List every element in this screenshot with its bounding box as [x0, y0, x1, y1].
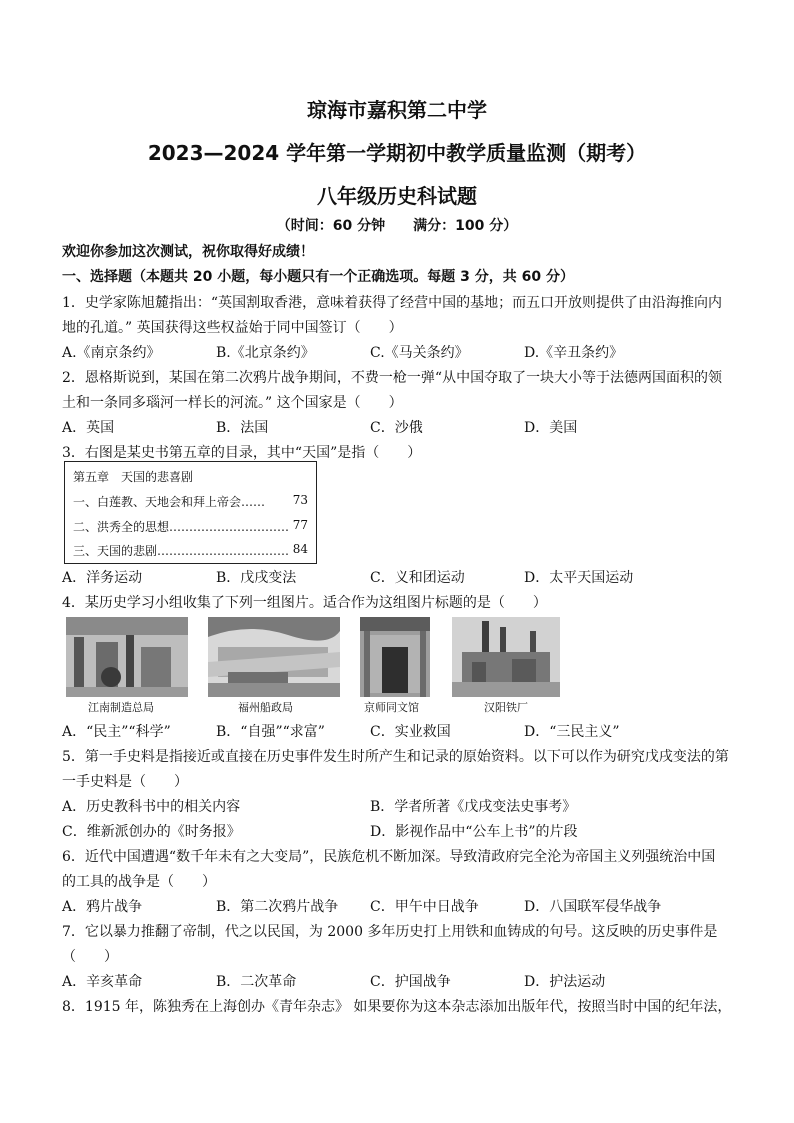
q5-option-a: A．历史教科书中的相关内容 — [62, 799, 241, 815]
q1-option-b: B.《北京条约》 — [216, 345, 315, 361]
toc-item-1-page: 73 — [292, 493, 308, 507]
photo-fuzhou-shipyard — [208, 617, 340, 697]
photo-tongwen-guan — [360, 617, 430, 697]
toc-chapter-title: 第五章 天国的悲喜剧 — [73, 470, 194, 484]
exam-time-info: （时间：60 分钟 满分：100 分） — [276, 218, 518, 234]
section-heading: 一、选择题（本题共 20 小题，每小题只有一个正确选项。每题 3 分，共 60 分） — [62, 269, 574, 285]
q7-option-d: D．护法运动 — [524, 974, 606, 990]
toc-item-1: 一、白莲教、天地会和拜上帝会…… — [73, 495, 266, 509]
question-1-line-1: 1．史学家陈旭麓指出：“英国割取香港，意味着获得了经营中国的基地；而五口开放则提供了由沿海推向内 — [62, 295, 723, 311]
exam-subject: 八年级历史科试题 — [317, 184, 477, 208]
welcome-text: 欢迎你参加这次测试，祝你取得好成绩！ — [62, 244, 314, 260]
question-6-line-1: 6．近代中国遭遇“数千年未有之大变局”，民族危机不断加深。导致清政府完全沦为帝国主义列强统治中国 — [62, 849, 716, 865]
exam-term: 2023—2024 学年第一学期初中教学质量监测（期考） — [147, 141, 647, 165]
q4-option-c: C．实业救国 — [370, 724, 451, 740]
question-1-line-2: 地的孔道。” 英国获得这些权益始于同中国签订（ ） — [62, 320, 403, 336]
q1-option-d: D.《辛丑条约》 — [524, 345, 624, 361]
question-4-line-1: 4．某历史学习小组收集了下列一组图片。适合作为这组图片标题的是（ ） — [62, 595, 547, 611]
question-7-line-2: （ ） — [62, 949, 118, 965]
caption-4: 汉阳铁厂 — [484, 701, 528, 714]
q6-option-d: D．八国联军侵华战争 — [524, 899, 662, 915]
toc-item-3-page: 84 — [292, 542, 308, 556]
photo-hanyang-ironworks — [452, 617, 560, 697]
question-3-line-1: 3．右图是某史书第五章的目录，其中“天国”是指（ ） — [62, 445, 422, 461]
q3-option-b: B．戊戌变法 — [216, 570, 297, 586]
q5-option-c: C．维新派创办的《时务报》 — [62, 824, 241, 840]
q6-option-c: C．甲午中日战争 — [370, 899, 479, 915]
caption-3: 京师同文馆 — [364, 701, 419, 714]
q4-option-b: B．“自强”“求富” — [216, 724, 325, 740]
q2-option-b: B．法国 — [216, 420, 269, 436]
question-5-line-2: 一手史料是（ ） — [62, 774, 188, 790]
q4-option-a: A．“民主”“科学” — [62, 724, 171, 740]
q4-option-d: D．“三民主义” — [524, 724, 620, 740]
table-of-contents-box — [64, 461, 317, 564]
q1-option-c: C.《马关条约》 — [370, 345, 469, 361]
q2-option-c: C．沙俄 — [370, 420, 423, 436]
question-6-line-2: 的工具的战争是（ ） — [62, 874, 216, 890]
q7-option-a: A．辛亥革命 — [62, 974, 143, 990]
q3-option-d: D．太平天国运动 — [524, 570, 634, 586]
toc-item-3: 三、天国的悲剧…………………………… — [73, 544, 290, 558]
caption-1: 江南制造总局 — [88, 701, 154, 714]
question-8-line-1: 8．1915 年，陈独秀在上海创办《青年杂志》 如果要你为这本杂志添加出版年代，按照当时中国的纪年法， — [62, 999, 732, 1015]
caption-2: 福州船政局 — [238, 701, 293, 714]
question-7-line-1: 7．它以暴力推翻了帝制，代之以民国，为 2000 多年历史打上用铁和血铸成的句号。这反映的历史事件是 — [62, 924, 718, 940]
q3-option-c: C．义和团运动 — [370, 570, 465, 586]
q6-option-a: A．鸦片战争 — [62, 899, 143, 915]
q5-option-b: B．学者所著《戊戌变法史事考》 — [370, 799, 577, 815]
q7-option-c: C．护国战争 — [370, 974, 451, 990]
question-2-line-1: 2．恩格斯说到，某国在第二次鸦片战争期间，不费一枪一弹“从中国夺取了一块大小等于法德两国面积的领 — [62, 370, 723, 386]
question-2-line-2: 土和一条同多瑙河一样长的河流。” 这个国家是（ ） — [62, 395, 403, 411]
q2-option-d: D．美国 — [524, 420, 578, 436]
q3-option-a: A．洋务运动 — [62, 570, 143, 586]
q1-option-a: A.《南京条约》 — [62, 345, 161, 361]
toc-item-2: 二、洪秀全的思想………………………… — [73, 520, 290, 534]
q5-option-d: D．影视作品中“公车上书”的片段 — [370, 824, 578, 840]
q2-option-a: A．英国 — [62, 420, 115, 436]
school-name: 琼海市嘉积第二中学 — [307, 98, 487, 122]
q6-option-b: B．第二次鸦片战争 — [216, 899, 339, 915]
toc-item-2-page: 77 — [292, 518, 308, 532]
q7-option-b: B．二次革命 — [216, 974, 297, 990]
photo-jiangnan-arsenal — [66, 617, 188, 697]
question-5-line-1: 5．第一手史料是指接近或直接在历史事件发生时所产生和记录的原始资料。以下可以作为研究戊戌变法的第 — [62, 749, 729, 765]
